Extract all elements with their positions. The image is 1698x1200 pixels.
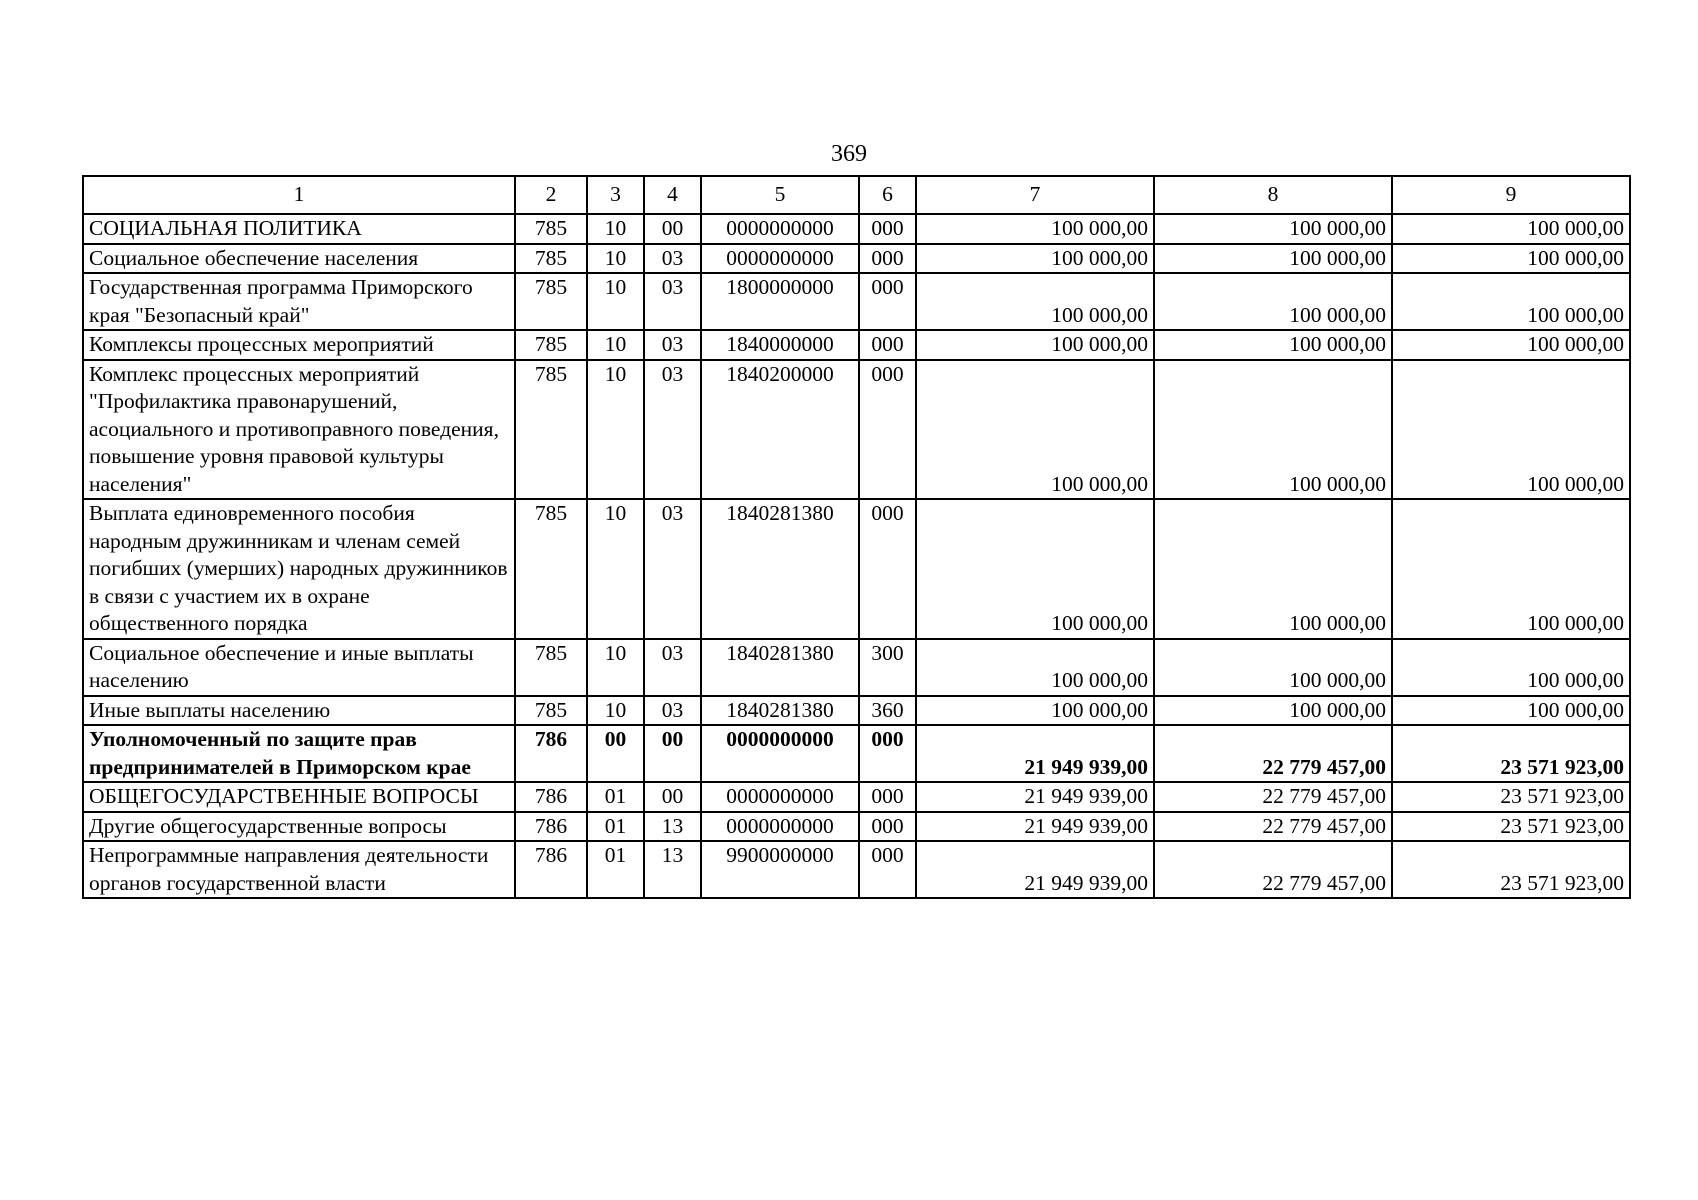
header-row [83, 176, 1630, 214]
table-row [83, 214, 1630, 244]
column-header: 2 [515, 176, 587, 214]
cell-subsection: 03 [644, 499, 701, 639]
cell-name: Государственная программа Приморского края "Безопасный край" [83, 273, 515, 330]
cell-amount-year3: 100 000,00 [1392, 696, 1630, 726]
cell-amount-year2: 100 000,00 [1154, 696, 1392, 726]
cell-name: Комплексы процессных мероприятий [83, 330, 515, 360]
cell-subsection: 00 [644, 782, 701, 812]
cell-name: Комплекс процессных мероприятий "Профилактика правонарушений, асоциального и противоправного поведения, повышение уровня правовой культуры населения" [83, 360, 515, 500]
cell-name: СОЦИАЛЬНАЯ ПОЛИТИКА [83, 214, 515, 244]
cell-subsection: 03 [644, 330, 701, 360]
cell-amount-year3: 100 000,00 [1392, 639, 1630, 696]
cell-expense-type: 000 [859, 782, 916, 812]
table-row [83, 499, 1630, 639]
cell-admin-code: 785 [515, 330, 587, 360]
cell-amount-year3: 100 000,00 [1392, 214, 1630, 244]
cell-expense-type: 000 [859, 841, 916, 898]
cell-amount-year3: 100 000,00 [1392, 244, 1630, 274]
table-row [83, 812, 1630, 842]
cell-section: 10 [587, 214, 644, 244]
cell-amount-year2: 100 000,00 [1154, 330, 1392, 360]
table-row [83, 244, 1630, 274]
cell-expense-type: 000 [859, 273, 916, 330]
cell-expense-type: 000 [859, 360, 916, 500]
cell-amount-year1: 100 000,00 [916, 639, 1154, 696]
cell-subsection: 03 [644, 639, 701, 696]
cell-target-article: 1840281380 [701, 499, 859, 639]
cell-expense-type: 000 [859, 244, 916, 274]
column-header: 5 [701, 176, 859, 214]
cell-amount-year3: 100 000,00 [1392, 360, 1630, 500]
cell-admin-code: 786 [515, 812, 587, 842]
column-header: 7 [916, 176, 1154, 214]
table-row [83, 360, 1630, 500]
cell-amount-year1: 100 000,00 [916, 499, 1154, 639]
page-number: 369 [831, 141, 867, 167]
cell-amount-year2: 22 779 457,00 [1154, 841, 1392, 898]
cell-section: 10 [587, 499, 644, 639]
cell-section: 10 [587, 244, 644, 274]
cell-admin-code: 786 [515, 725, 587, 782]
cell-name: Иные выплаты населению [83, 696, 515, 726]
cell-subsection: 00 [644, 214, 701, 244]
cell-section: 01 [587, 841, 644, 898]
cell-target-article: 9900000000 [701, 841, 859, 898]
cell-section: 10 [587, 360, 644, 500]
cell-subsection: 03 [644, 244, 701, 274]
cell-amount-year2: 100 000,00 [1154, 639, 1392, 696]
table-body [83, 214, 1630, 898]
budget-table [82, 175, 1631, 899]
column-header: 9 [1392, 176, 1630, 214]
column-header: 6 [859, 176, 916, 214]
cell-amount-year3: 100 000,00 [1392, 499, 1630, 639]
cell-section: 10 [587, 330, 644, 360]
cell-target-article: 0000000000 [701, 782, 859, 812]
cell-admin-code: 785 [515, 360, 587, 500]
cell-amount-year2: 100 000,00 [1154, 499, 1392, 639]
cell-subsection: 03 [644, 360, 701, 500]
cell-amount-year1: 21 949 939,00 [916, 782, 1154, 812]
cell-amount-year3: 100 000,00 [1392, 273, 1630, 330]
cell-subsection: 03 [644, 273, 701, 330]
cell-amount-year1: 100 000,00 [916, 360, 1154, 500]
cell-amount-year1: 21 949 939,00 [916, 812, 1154, 842]
cell-target-article: 0000000000 [701, 214, 859, 244]
cell-amount-year3: 23 571 923,00 [1392, 725, 1630, 782]
cell-section: 10 [587, 639, 644, 696]
cell-admin-code: 786 [515, 782, 587, 812]
cell-amount-year1: 100 000,00 [916, 330, 1154, 360]
column-header: 3 [587, 176, 644, 214]
column-header: 1 [83, 176, 515, 214]
cell-subsection: 13 [644, 812, 701, 842]
cell-amount-year2: 22 779 457,00 [1154, 812, 1392, 842]
cell-admin-code: 785 [515, 639, 587, 696]
table-row [83, 639, 1630, 696]
cell-expense-type: 000 [859, 499, 916, 639]
table-row [83, 696, 1630, 726]
cell-amount-year2: 100 000,00 [1154, 214, 1392, 244]
cell-name: ОБЩЕГОСУДАРСТВЕННЫЕ ВОПРОСЫ [83, 782, 515, 812]
cell-amount-year1: 100 000,00 [916, 696, 1154, 726]
cell-amount-year3: 100 000,00 [1392, 330, 1630, 360]
column-header: 4 [644, 176, 701, 214]
table-row [83, 841, 1630, 898]
cell-amount-year1: 21 949 939,00 [916, 725, 1154, 782]
cell-subsection: 13 [644, 841, 701, 898]
cell-amount-year3: 23 571 923,00 [1392, 812, 1630, 842]
cell-name: Выплата единовременного пособия народным дружинникам и членам семей погибших (умерших) народных дружинников в связи с участием их в охране общественного порядка [83, 499, 515, 639]
cell-admin-code: 785 [515, 696, 587, 726]
cell-expense-type: 300 [859, 639, 916, 696]
cell-target-article: 1800000000 [701, 273, 859, 330]
cell-expense-type: 360 [859, 696, 916, 726]
cell-target-article: 0000000000 [701, 244, 859, 274]
table-row [83, 782, 1630, 812]
cell-amount-year2: 100 000,00 [1154, 273, 1392, 330]
cell-amount-year2: 100 000,00 [1154, 360, 1392, 500]
table-row [83, 330, 1630, 360]
cell-amount-year3: 23 571 923,00 [1392, 782, 1630, 812]
cell-amount-year2: 100 000,00 [1154, 244, 1392, 274]
cell-subsection: 00 [644, 725, 701, 782]
cell-name: Социальное обеспечение и иные выплаты населению [83, 639, 515, 696]
cell-expense-type: 000 [859, 214, 916, 244]
cell-section: 10 [587, 273, 644, 330]
cell-section: 01 [587, 782, 644, 812]
cell-expense-type: 000 [859, 812, 916, 842]
cell-section: 01 [587, 812, 644, 842]
table-row [83, 273, 1630, 330]
cell-amount-year2: 22 779 457,00 [1154, 725, 1392, 782]
cell-admin-code: 785 [515, 499, 587, 639]
cell-target-article: 1840200000 [701, 360, 859, 500]
cell-name: Социальное обеспечение населения [83, 244, 515, 274]
cell-expense-type: 000 [859, 725, 916, 782]
cell-target-article: 0000000000 [701, 725, 859, 782]
cell-admin-code: 785 [515, 273, 587, 330]
cell-target-article: 0000000000 [701, 812, 859, 842]
cell-target-article: 1840281380 [701, 639, 859, 696]
cell-amount-year1: 100 000,00 [916, 244, 1154, 274]
cell-target-article: 1840000000 [701, 330, 859, 360]
cell-subsection: 03 [644, 696, 701, 726]
cell-amount-year1: 21 949 939,00 [916, 841, 1154, 898]
cell-amount-year1: 100 000,00 [916, 214, 1154, 244]
cell-expense-type: 000 [859, 330, 916, 360]
column-header: 8 [1154, 176, 1392, 214]
table-row [83, 725, 1630, 782]
cell-name: Другие общегосударственные вопросы [83, 812, 515, 842]
cell-name: Непрограммные направления деятельности органов государственной власти [83, 841, 515, 898]
cell-amount-year2: 22 779 457,00 [1154, 782, 1392, 812]
cell-admin-code: 785 [515, 244, 587, 274]
cell-section: 10 [587, 696, 644, 726]
cell-amount-year3: 23 571 923,00 [1392, 841, 1630, 898]
cell-name: Уполномоченный по защите прав предпринимателей в Приморском крае [83, 725, 515, 782]
cell-target-article: 1840281380 [701, 696, 859, 726]
cell-admin-code: 786 [515, 841, 587, 898]
cell-admin-code: 785 [515, 214, 587, 244]
cell-amount-year1: 100 000,00 [916, 273, 1154, 330]
cell-section: 00 [587, 725, 644, 782]
